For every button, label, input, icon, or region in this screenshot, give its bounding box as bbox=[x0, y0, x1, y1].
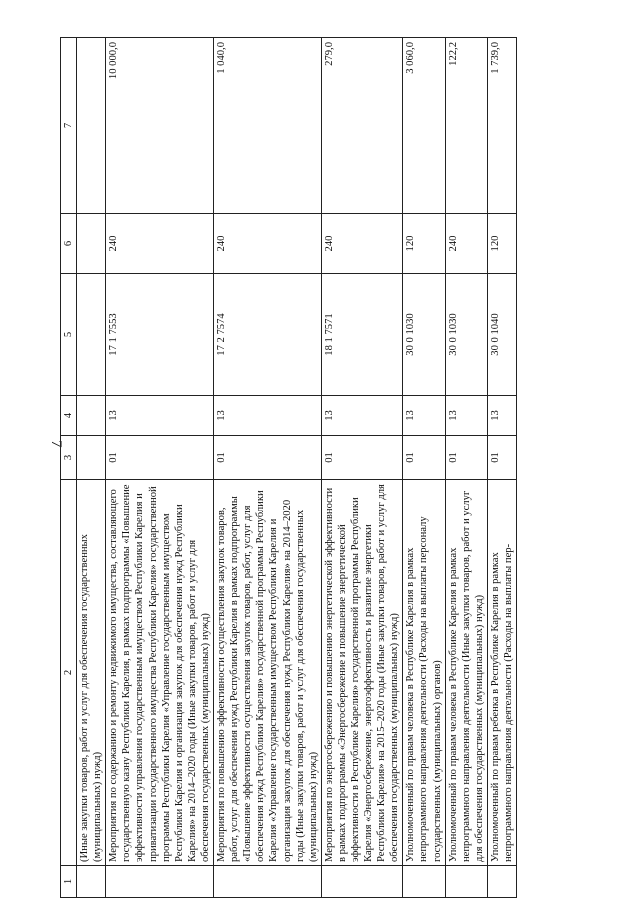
cell-subsection: 13 bbox=[487, 396, 516, 436]
cell-description: (Иные закупки товаров, работ и услуг для обеспечения государственных (муниципальных) нужд) bbox=[77, 480, 106, 866]
cell-num bbox=[106, 866, 214, 898]
cell-expense-type: 120 bbox=[487, 214, 516, 274]
cell-amount: 10 000,0 bbox=[106, 38, 214, 214]
cell-description: Мероприятия по повышению эффективности осуществления закупок товаров, работ, услуг для обеспечения нужд Республики Карелия в рамках подпрограммы «Повышение эффективности осуществления закупок товаров, работ, услуг для обеспечения нужд Республики Карелия» государственной программы Республики Карелия «Управление государственным имуществом Республики Карелия и организация закупок для обеспечения нужд Республики Карелия» на 2014–2020 годы (Иные закупки товаров, работ и услуг для обеспечения государственных (муниципальных) нужд) bbox=[214, 480, 322, 866]
header-col-7: 7 bbox=[61, 38, 77, 214]
cell-amount bbox=[77, 38, 106, 214]
cell-target-article bbox=[77, 274, 106, 396]
header-col-3: 3 bbox=[61, 436, 77, 480]
cell-target-article: 30 0 1040 bbox=[487, 274, 516, 396]
cell-target-article: 17 1 7553 bbox=[106, 274, 214, 396]
table-row bbox=[214, 38, 322, 898]
cell-amount: 279,0 bbox=[321, 38, 403, 214]
cell-section bbox=[77, 436, 106, 480]
cell-amount: 1 739,0 bbox=[487, 38, 516, 214]
cell-section: 01 bbox=[445, 436, 487, 480]
cell-amount: 1 040,0 bbox=[214, 38, 322, 214]
page-number: 7 bbox=[48, 440, 64, 448]
cell-description: Мероприятия по содержанию и ремонту недвижимого имущества, составляющего государственную казну Республики Карелия, в рамках подпрограммы «Повышение эффективности управления государственным имуществом Республики Карелия и приватизации государственного имущества Республики Карелия» государственной программы Республики Карелия «Управление государственным имуществом Республики Карелия и организация закупок для обеспечения нужд Республики Карелия» на 2014–2020 годы (Иные закупки товаров, работ и услуг для обеспечения государственных (муниципальных) нужд) bbox=[106, 480, 214, 866]
cell-subsection: 13 bbox=[106, 396, 214, 436]
cell-description: Уполномоченный по правам ребенка в Республике Карелия в рамках непрограммного направления деятельности (Расходы на выплаты пер- bbox=[487, 480, 516, 866]
cell-subsection: 13 bbox=[445, 396, 487, 436]
table-row bbox=[445, 38, 487, 898]
cell-expense-type: 240 bbox=[321, 214, 403, 274]
cell-description: Уполномоченный по правам человека в Республике Карелия в рамках непрограммного направления деятельности (Расходы на выплаты персоналу государственных (муниципальных) органов) bbox=[403, 480, 445, 866]
cell-section: 01 bbox=[321, 436, 403, 480]
cell-section: 01 bbox=[487, 436, 516, 480]
table-row bbox=[77, 38, 106, 898]
cell-section: 01 bbox=[403, 436, 445, 480]
cell-expense-type: 240 bbox=[445, 214, 487, 274]
cell-target-article: 30 0 1030 bbox=[403, 274, 445, 396]
cell-expense-type bbox=[77, 214, 106, 274]
cell-description: Мероприятия по энергосбережению и повышению энергетической эффективности в рамках подпрограммы «Энергосбережение и повышение энергетической эффективности в Республике Карелия» государственной программы Республики Карелия «Энергосбережение, энергоэффективность и развитие энергетики Республики Карелия» на 2015–2020 годы (Иные закупки товаров, работ и услуг для обеспечения государственных (муниципальных) нужд) bbox=[321, 480, 403, 866]
cell-expense-type: 240 bbox=[106, 214, 214, 274]
cell-subsection bbox=[77, 396, 106, 436]
header-col-1: 1 bbox=[61, 866, 77, 898]
header-col-4: 4 bbox=[61, 396, 77, 436]
header-col-5: 5 bbox=[61, 274, 77, 396]
table-row bbox=[321, 38, 403, 898]
cell-section: 01 bbox=[106, 436, 214, 480]
header-col-6: 6 bbox=[61, 214, 77, 274]
cell-section: 01 bbox=[214, 436, 322, 480]
cell-num bbox=[487, 866, 516, 898]
cell-subsection: 13 bbox=[321, 396, 403, 436]
cell-amount: 122,2 bbox=[445, 38, 487, 214]
cell-num bbox=[214, 866, 322, 898]
cell-target-article: 18 1 7571 bbox=[321, 274, 403, 396]
cell-subsection: 13 bbox=[214, 396, 322, 436]
table-row bbox=[106, 38, 214, 898]
cell-num bbox=[403, 866, 445, 898]
cell-expense-type: 240 bbox=[214, 214, 322, 274]
cell-description: Уполномоченный по правам человека в Республике Карелия в рамках непрограммного направления деятельности (Иные закупки товаров, работ и услуг для обеспечения государственных (муниципальных) нужд) bbox=[445, 480, 487, 866]
cell-num bbox=[445, 866, 487, 898]
rotated-table-container bbox=[60, 38, 620, 898]
header-row bbox=[61, 38, 77, 898]
cell-subsection: 13 bbox=[403, 396, 445, 436]
cell-num bbox=[77, 866, 106, 898]
table-row bbox=[403, 38, 445, 898]
cell-num bbox=[321, 866, 403, 898]
cell-target-article: 17 2 7574 bbox=[214, 274, 322, 396]
cell-amount: 3 060,0 bbox=[403, 38, 445, 214]
table-row bbox=[487, 38, 516, 898]
cell-target-article: 30 0 1030 bbox=[445, 274, 487, 396]
cell-expense-type: 120 bbox=[403, 214, 445, 274]
budget-table bbox=[60, 37, 517, 898]
header-col-2: 2 bbox=[61, 480, 77, 866]
